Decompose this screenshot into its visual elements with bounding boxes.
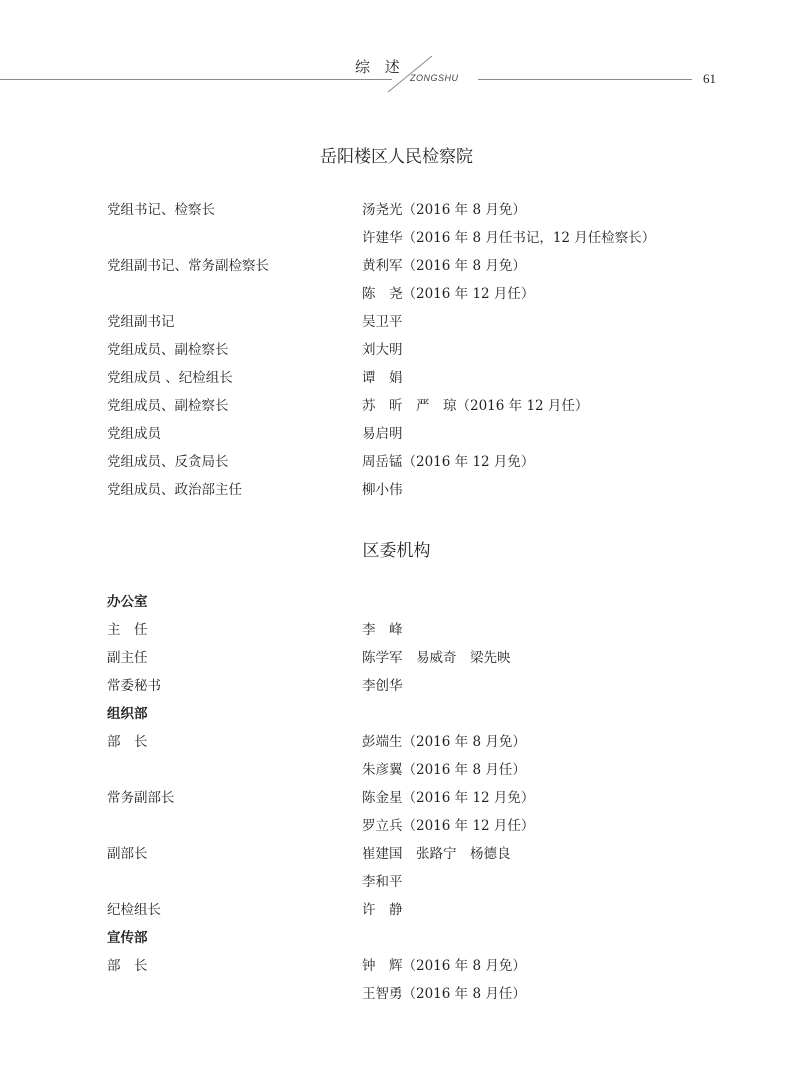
role-label: 党组成员、副检察长: [107, 398, 229, 414]
person-name: 柳小伟: [362, 482, 403, 498]
list-item: [107, 786, 707, 808]
list-item: [107, 618, 707, 640]
list-item: [107, 646, 707, 668]
list-item: [107, 282, 707, 304]
role-label: 部 长: [107, 958, 148, 974]
list-item: [107, 198, 707, 220]
role-label: 副部长: [107, 846, 148, 862]
list-item: [107, 478, 707, 500]
list-item: [107, 422, 707, 444]
role-label: 常委秘书: [107, 678, 161, 694]
role-label: 党组副书记、常务副检察长: [107, 258, 269, 274]
role-label: 党组副书记: [107, 314, 175, 330]
page-number: 61: [703, 71, 716, 86]
role-label: 副主任: [107, 650, 148, 666]
person-name: 朱彦翼（2016 年 8 月任）: [362, 762, 526, 778]
person-name: 王智勇（2016 年 8 月任）: [362, 986, 526, 1002]
role-label: 党组成员、政治部主任: [107, 482, 242, 498]
header-rule-right: [478, 79, 692, 80]
person-name: 刘大明: [362, 342, 403, 358]
list-item: [107, 394, 707, 416]
role-label: 党组书记、检察长: [107, 202, 215, 218]
list-item: [107, 982, 707, 1004]
person-name: 李创华: [362, 678, 403, 694]
person-name: 汤尧光（2016 年 8 月免）: [362, 202, 526, 218]
procuratorate-title: 岳阳楼区人民检察院: [320, 147, 473, 167]
list-item: [107, 954, 707, 976]
list-item: [107, 898, 707, 920]
role-label: 主 任: [107, 622, 148, 638]
list-item: [107, 254, 707, 276]
person-name: 许建华（2016 年 8 月任书记，12 月任检察长）: [362, 230, 656, 246]
person-name: 苏 昕 严 琼（2016 年 12 月任）: [362, 398, 589, 414]
list-item: [107, 730, 707, 752]
list-item: [107, 450, 707, 472]
list-item: [107, 842, 707, 864]
list-item: [107, 366, 707, 388]
role-label: 常务副部长: [107, 790, 175, 806]
list-item: [107, 310, 707, 332]
office-heading: 办公室: [107, 594, 148, 610]
role-label: 党组成员 、纪检组长: [107, 370, 233, 386]
person-name: 谭 娟: [362, 370, 403, 386]
list-item: [107, 226, 707, 248]
role-label: 党组成员: [107, 426, 161, 442]
person-name: 陈 尧（2016 年 12 月任）: [362, 286, 535, 302]
section-pinyin: ZONGSHU: [410, 73, 459, 83]
role-label: 部 长: [107, 734, 148, 750]
person-name: 周岳锰（2016 年 12 月免）: [362, 454, 535, 470]
person-name: 许 静: [362, 902, 403, 918]
list-item: [107, 758, 707, 780]
person-name: 钟 辉（2016 年 8 月免）: [362, 958, 526, 974]
section-name: 综 述: [355, 58, 405, 76]
person-name: 陈学军 易威奇 梁先映: [362, 650, 511, 666]
person-name: 崔建国 张路宁 杨德良: [362, 846, 511, 862]
list-item: [107, 870, 707, 892]
person-name: 吴卫平: [362, 314, 403, 330]
person-name: 易启明: [362, 426, 403, 442]
role-label: 党组成员、反贪局长: [107, 454, 229, 470]
header-rule-left: [0, 79, 392, 80]
list-item: [107, 338, 707, 360]
person-name: 彭端生（2016 年 8 月免）: [362, 734, 526, 750]
person-name: 李 峰: [362, 622, 403, 638]
person-name: 李和平: [362, 874, 403, 890]
organization-heading: 组织部: [107, 706, 148, 722]
list-item: [107, 814, 707, 836]
person-name: 陈金星（2016 年 12 月免）: [362, 790, 535, 806]
person-name: 黄利军（2016 年 8 月免）: [362, 258, 526, 274]
person-name: 罗立兵（2016 年 12 月任）: [362, 818, 535, 834]
role-label: 党组成员、副检察长: [107, 342, 229, 358]
list-item: [107, 674, 707, 696]
committee-title: 区委机构: [362, 541, 431, 561]
propaganda-heading: 宣传部: [107, 930, 148, 946]
role-label: 纪检组长: [107, 902, 161, 918]
